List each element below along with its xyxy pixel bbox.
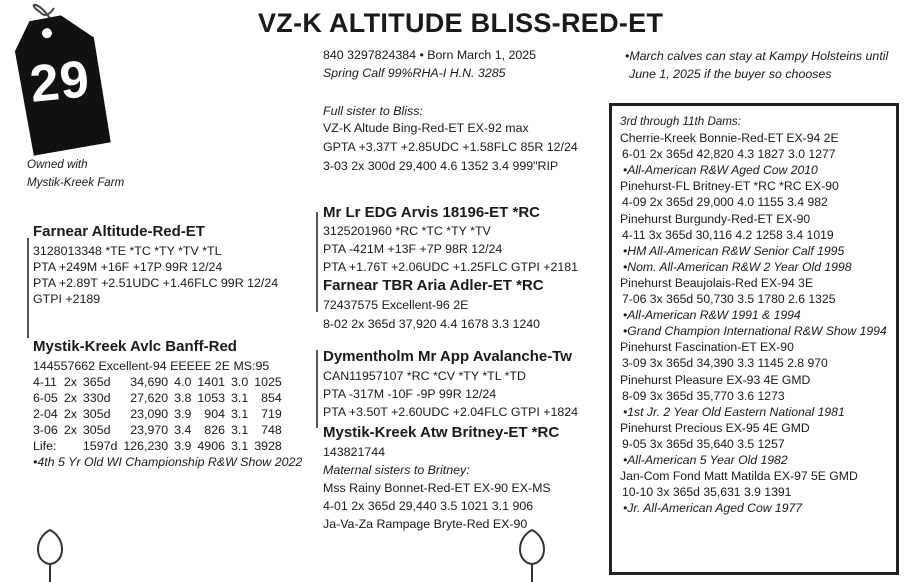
dam-record-cell: 904 bbox=[204, 407, 225, 421]
full-sister-heading: Full sister to Bliss: bbox=[323, 104, 423, 118]
dam-record-cell: 6-05 bbox=[33, 391, 58, 405]
dam-record-cell: 1025 bbox=[254, 375, 282, 389]
dam-records-table bbox=[33, 374, 288, 454]
dam-record-cell: 1053 bbox=[197, 391, 225, 405]
dam-lifetime-cell: 3928 bbox=[254, 439, 282, 453]
dam-lifetime-label: Life: bbox=[33, 439, 57, 453]
dam-record-cell: 3.0 bbox=[230, 375, 249, 389]
dam-lifetime-cell: 126,230 bbox=[123, 439, 169, 453]
dam-record-row bbox=[33, 390, 288, 406]
pedigree-bracket-sire bbox=[27, 238, 29, 338]
ancestral-dam-record: 9-05 3x 365d 35,640 3.5 1257 bbox=[622, 436, 785, 451]
mgs-line: PTA +1.76T +2.06UDC +1.25FLC GTPI +2181 bbox=[323, 260, 579, 274]
dam-record-cell: 854 bbox=[261, 391, 282, 405]
dam-section bbox=[33, 338, 302, 470]
ancestral-dam-name: Cherrie-Kreek Bonnie-Red-ET EX-94 2E bbox=[620, 131, 839, 146]
grand-dam-name: Farnear TBR Aria Adler-ET *RC bbox=[323, 277, 544, 294]
dam-record-cell: 3-06 bbox=[33, 423, 58, 437]
owner-line-1: Owned with bbox=[27, 158, 88, 171]
ancestral-dam-award: •All-American R&W Aged Cow 2010 bbox=[623, 163, 818, 178]
ancestral-dam-award: •Grand Champion International R&W Show 1994 bbox=[623, 324, 887, 339]
dam-record-cell: 4-11 bbox=[33, 375, 57, 389]
ancestral-dam-award: •All-American R&W 1991 & 1994 bbox=[623, 308, 801, 323]
maternal-sister-name: Mss Rainy Bonnet-Red-ET EX-90 EX-MS bbox=[323, 481, 551, 495]
dam-lifetime-row bbox=[33, 438, 288, 454]
ancestral-dam-record: 10-10 3x 365d 35,631 3.9 1391 bbox=[622, 485, 792, 500]
ancestral-dam-award: •1st Jr. 2 Year Old Eastern National 1981 bbox=[623, 404, 845, 419]
dam-record-cell: 2x bbox=[63, 423, 77, 437]
dam-record-cell: 3.9 bbox=[174, 407, 192, 421]
ancestral-dam-award: •All-American 5 Year Old 1982 bbox=[623, 452, 788, 467]
class-info: Spring Calf 99%RHA-I H.N. 3285 bbox=[323, 66, 506, 80]
dam-record-row bbox=[33, 406, 288, 422]
great-grand-dam-id: 143821744 bbox=[323, 445, 386, 459]
dam-record-cell: 826 bbox=[204, 423, 225, 437]
mgs-line: 3125201960 *RC *TC *TY *TV bbox=[323, 224, 491, 238]
dam-record-cell: 2x bbox=[63, 391, 77, 405]
mgs-section bbox=[323, 204, 578, 275]
maternal-sister-record: 4-01 2x 365d 29,440 3.5 1021 3.1 906 bbox=[323, 499, 534, 513]
ancestral-dam-record: 4-11 3x 365d 30,116 4.2 1258 3.4 1019 bbox=[622, 227, 834, 242]
dam-record-cell: 23,970 bbox=[130, 423, 169, 437]
dam-record-cell: 4.0 bbox=[174, 375, 192, 389]
pedigree-bracket-mggs bbox=[316, 350, 318, 428]
full-sister-section bbox=[323, 103, 578, 174]
ancestral-dam-record: 4-09 2x 365d 29,000 4.0 1155 3.4 982 bbox=[622, 195, 828, 210]
sire-section bbox=[33, 223, 278, 307]
sale-note-line-1: •March calves can stay at Kampy Holsteins until bbox=[625, 49, 889, 63]
dam-lifetime-cell: 3.9 bbox=[174, 439, 192, 453]
ancestral-dam-name: Pinehurst Fascination-ET EX-90 bbox=[620, 340, 794, 355]
sire-line: GTPI +2189 bbox=[33, 292, 101, 306]
dam-record-cell: 3.4 bbox=[174, 423, 192, 437]
dam-lifetime-cell: 3.1 bbox=[230, 439, 249, 453]
dam-lifetime-cell: 1597d bbox=[82, 439, 118, 453]
mggs-line: PTA +3.50T +2.60UDC +2.04FLC GTPI +1824 bbox=[323, 405, 579, 419]
ancestral-dam-record: 7-06 3x 365d 50,730 3.5 1780 2.6 1325 bbox=[622, 292, 836, 307]
full-sister-record: 3-03 2x 300d 29,400 4.6 1352 3.4 999"RIP bbox=[323, 159, 559, 173]
great-grand-dam-name: Mystik-Kreek Atw Britney-ET *RC bbox=[323, 424, 560, 441]
grand-dam-record: 8-02 2x 365d 37,920 4.4 1678 3.3 1240 bbox=[323, 317, 541, 331]
dam-record-cell: 1401 bbox=[197, 375, 225, 389]
mggs-line: PTA -317M -10F -9P 99R 12/24 bbox=[323, 387, 497, 401]
mggs-section bbox=[323, 348, 578, 420]
dam-record-cell: 2x bbox=[63, 375, 77, 389]
mggs-name: Dymentholm Mr App Avalanche-Tw bbox=[323, 348, 572, 365]
dam-record-cell: 23,090 bbox=[130, 407, 169, 421]
registration-info: 840 3297824384 • Born March 1, 2025 bbox=[323, 48, 537, 62]
ancestral-dam-award: •Nom. All-American R&W 2 Year Old 1998 bbox=[623, 259, 852, 274]
ancestral-dam-name: Pinehurst Precious EX-95 4E GMD bbox=[620, 420, 810, 435]
dam-record-cell: 330d bbox=[82, 391, 111, 405]
ancestral-dam-name: Pinehurst Pleasure EX-93 4E GMD bbox=[620, 372, 811, 387]
owner-line-2: Mystik-Kreek Farm bbox=[27, 176, 125, 189]
dam-lifetime-cell: 4906 bbox=[197, 439, 225, 453]
dam-record-cell: 2-04 bbox=[33, 407, 58, 421]
ancestral-dams-heading: 3rd through 11th Dams: bbox=[620, 115, 741, 128]
pedigree-bracket-mgs bbox=[316, 212, 318, 312]
sire-line: PTA +249M +16F +17P 99R 12/24 bbox=[33, 260, 223, 274]
sire-line: PTA +2.89T +2.51UDC +1.46FLC 99R 12/24 bbox=[33, 276, 279, 290]
ancestral-dam-name: Pinehurst Burgundy-Red-ET EX-90 bbox=[620, 211, 811, 226]
full-sister-gpta: GPTA +3.37T +2.85UDC +1.58FLC 85R 12/24 bbox=[323, 140, 578, 154]
ancestral-dam-award: •Jr. All-American Aged Cow 1977 bbox=[623, 501, 803, 516]
great-grand-dam-section bbox=[323, 424, 559, 532]
dam-record-cell: 3.1 bbox=[230, 423, 249, 437]
ancestral-dam-record: 8-09 3x 365d 35,770 3.6 1273 bbox=[622, 388, 785, 403]
dam-record-cell: 27,620 bbox=[130, 391, 169, 405]
dam-classification: 144557662 Excellent-94 EEEEE 2E MS:95 bbox=[33, 359, 270, 373]
ancestral-dams-box bbox=[609, 103, 899, 575]
dam-record-cell: 305d bbox=[82, 423, 111, 437]
dam-record-cell: 305d bbox=[82, 407, 111, 421]
full-sister-name: VZ-K Altude Bing-Red-ET EX-92 max bbox=[323, 121, 529, 135]
animal-title: VZ-K ALTITUDE BLISS-RED-ET bbox=[258, 8, 664, 38]
string-loop-icon bbox=[30, 528, 70, 582]
dam-record-row bbox=[33, 422, 288, 438]
lot-number: 29 bbox=[27, 50, 93, 114]
sale-note-line-2: June 1, 2025 if the buyer so chooses bbox=[629, 67, 832, 81]
mggs-line: CAN11957107 *RC *CV *TY *TL *TD bbox=[323, 369, 526, 383]
dam-record-cell: 3.1 bbox=[230, 407, 249, 421]
ancestral-dam-name: Pinehurst-FL Britney-ET *RC *RC EX-90 bbox=[620, 179, 839, 194]
dam-record-cell: 3.8 bbox=[174, 391, 192, 405]
maternal-sisters-heading: Maternal sisters to Britney: bbox=[323, 463, 470, 477]
ancestral-dam-record: 3-09 3x 365d 34,390 3.3 1145 2.8 970 bbox=[622, 356, 828, 371]
dam-name: Mystik-Kreek Avlc Banff-Red bbox=[33, 338, 237, 355]
dam-award: •4th 5 Yr Old WI Championship R&W Show 2022 bbox=[33, 455, 303, 469]
sire-line: 3128013348 *TE *TC *TY *TV *TL bbox=[33, 244, 222, 258]
maternal-sister-name: Ja-Va-Za Rampage Bryte-Red EX-90 bbox=[323, 517, 528, 531]
dam-record-cell: 34,690 bbox=[130, 375, 169, 389]
ancestral-dam-record: 6-01 2x 365d 42,820 4.3 1827 3.0 1277 bbox=[622, 147, 836, 162]
sire-name: Farnear Altitude-Red-ET bbox=[33, 223, 205, 240]
ancestral-dam-award: •HM All-American R&W Senior Calf 1995 bbox=[623, 243, 845, 258]
string-loop-icon bbox=[512, 528, 552, 582]
grand-dam-section bbox=[323, 277, 544, 332]
mgs-name: Mr Lr EDG Arvis 18196-ET *RC bbox=[323, 204, 541, 221]
mgs-line: PTA -421M +13F +7P 98R 12/24 bbox=[323, 242, 503, 256]
dam-record-cell: 719 bbox=[261, 407, 282, 421]
dam-record-cell: 748 bbox=[261, 423, 282, 437]
dam-record-cell: 2x bbox=[63, 407, 77, 421]
grand-dam-classification: 72437575 Excellent-96 2E bbox=[323, 298, 469, 312]
dam-record-cell: 3.1 bbox=[230, 391, 249, 405]
ancestral-dam-name: Jan-Com Fond Matt Matilda EX-97 5E GMD bbox=[620, 469, 858, 484]
dam-record-row bbox=[33, 374, 288, 390]
dam-record-cell: 365d bbox=[82, 375, 111, 389]
ancestral-dam-name: Pinehurst Beaujolais-Red EX-94 3E bbox=[620, 275, 814, 290]
